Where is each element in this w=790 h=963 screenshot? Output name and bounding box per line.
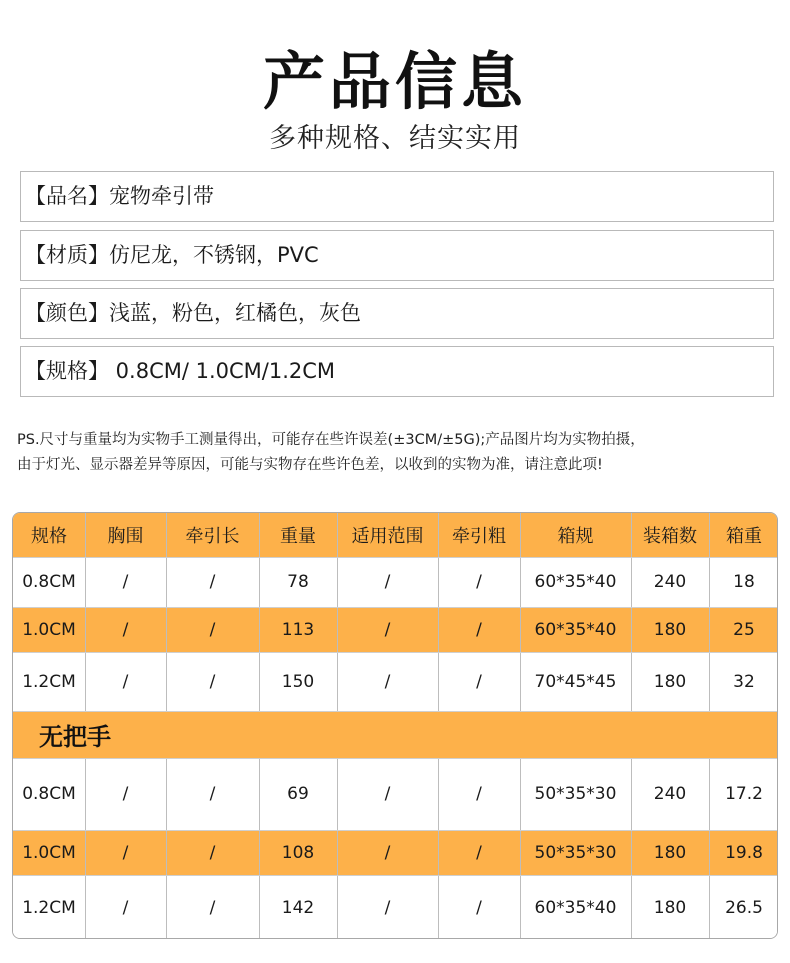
table-cell: / [476,572,482,592]
spec-table [12,512,778,939]
column-divider [438,758,439,830]
table-header-cell: 牵引粗 [452,526,506,547]
info-value: 0.8CM/ 1.0CM/1.2CM [109,359,336,383]
info-value: 宠物牵引带 [109,184,214,208]
column-divider [520,607,521,652]
row-divider [13,557,778,558]
column-divider [85,557,86,607]
column-divider [337,652,338,711]
table-cell: 1.2CM [22,897,76,918]
table-row [13,607,778,652]
table-cell: / [476,671,482,692]
table-header-cell: 装箱数 [643,526,697,547]
table-row [13,830,778,875]
column-divider [337,830,338,875]
column-divider [166,557,167,607]
info-value: 仿尼龙，不锈钢，PVC [109,243,319,267]
row-divider [13,711,778,712]
table-row [13,758,778,830]
note-line-1: PS.尺寸与重量均为实物手工测量得出，可能存在些许误差(±3CM/±5G);产品图片均为实物拍摄， [17,432,645,448]
info-box-color [20,288,774,339]
column-divider [709,830,710,875]
table-cell: / [122,842,129,863]
column-divider [709,758,710,830]
column-divider [166,758,167,830]
table-cell: 180 [653,897,687,918]
table-cell: / [384,897,391,918]
table-row [13,557,778,607]
table-cell: 113 [281,619,315,640]
table-cell: 18 [733,572,755,592]
table-cell: 70*45*45 [534,671,617,692]
table-cell: / [122,897,129,918]
column-divider [438,875,439,939]
table-section-row [13,711,778,758]
table-row [13,652,778,711]
table-row [13,875,778,939]
column-divider [85,652,86,711]
table-cell: / [384,842,391,863]
column-divider [337,875,338,939]
table-cell: / [476,897,482,918]
info-box-material [20,230,774,281]
table-cell: 50*35*30 [534,784,617,804]
column-divider [85,607,86,652]
column-divider [631,875,632,939]
column-divider [709,607,710,652]
column-divider [631,513,632,557]
column-divider [259,557,260,607]
column-divider [85,513,86,557]
info-box-name [20,171,774,222]
table-cell: 150 [281,671,315,692]
column-divider [631,607,632,652]
table-cell: 32 [733,671,755,692]
table-cell: / [209,784,216,804]
section-label: 无把手 [39,723,111,751]
page-subtitle: 多种规格、结实实用 [269,123,521,154]
page-title: 产品信息 [262,45,527,118]
table-cell: 19.8 [725,842,763,863]
table-cell: / [209,897,216,918]
column-divider [631,758,632,830]
column-divider [520,652,521,711]
column-divider [709,557,710,607]
column-divider [259,758,260,830]
table-header-cell: 适用范围 [351,526,424,547]
table-cell: / [209,671,216,692]
table-cell: 240 [653,784,687,804]
table-header-cell: 重量 [280,526,316,547]
table-cell: 50*35*30 [534,842,617,863]
table-cell: 78 [287,572,309,592]
column-divider [520,557,521,607]
table-cell: 60*35*40 [534,572,617,592]
table-cell: 180 [653,671,687,692]
column-divider [259,830,260,875]
column-divider [259,652,260,711]
column-divider [337,557,338,607]
info-tag: 【颜色】 [25,301,109,325]
column-divider [166,513,167,557]
column-divider [520,875,521,939]
table-header-cell: 胸围 [107,526,144,547]
info-tag: 【品名】 [25,184,109,208]
table-cell: / [122,784,129,804]
column-divider [259,607,260,652]
row-divider [13,652,778,653]
column-divider [337,513,338,557]
table-cell: / [384,619,391,640]
info-box-spec [20,346,774,397]
column-divider [166,830,167,875]
column-divider [85,758,86,830]
table-cell: 26.5 [725,897,763,918]
column-divider [520,758,521,830]
column-divider [709,652,710,711]
column-divider [259,875,260,939]
table-cell: 60*35*40 [534,619,617,640]
info-tag: 【规格】 [25,359,109,383]
column-divider [631,557,632,607]
table-cell: / [384,572,391,592]
table-cell: / [122,572,129,592]
table-cell: / [209,842,216,863]
table-cell: 69 [287,784,309,804]
column-divider [166,652,167,711]
table-cell: / [122,619,129,640]
table-cell: 60*35*40 [534,897,617,918]
column-divider [85,875,86,939]
row-divider [13,875,778,876]
column-divider [438,557,439,607]
table-cell: 0.8CM [22,572,76,592]
column-divider [709,513,710,557]
column-divider [259,513,260,557]
table-cell: / [476,842,482,863]
table-header-cell: 牵引长 [185,526,240,547]
table-cell: / [384,784,391,804]
row-divider [13,758,778,759]
table-header-row [13,513,778,557]
table-cell: 25 [733,619,755,640]
table-cell: 142 [281,897,315,918]
table-cell: 108 [281,842,315,863]
column-divider [631,652,632,711]
column-divider [337,607,338,652]
table-cell: / [209,619,216,640]
table-cell: 1.2CM [22,671,76,692]
column-divider [438,652,439,711]
column-divider [438,830,439,875]
column-divider [709,875,710,939]
column-divider [520,830,521,875]
info-tag: 【材质】 [25,243,109,267]
column-divider [85,830,86,875]
table-cell: 17.2 [725,784,763,804]
row-divider [13,830,778,831]
table-header-cell: 箱重 [726,526,762,547]
column-divider [166,607,167,652]
column-divider [520,513,521,557]
table-cell: 1.0CM [22,842,76,863]
info-value: 浅蓝，粉色，红橘色，灰色 [109,301,361,325]
table-cell: / [384,671,391,692]
table-cell: / [122,671,129,692]
row-divider [13,607,778,608]
column-divider [166,875,167,939]
column-divider [631,830,632,875]
column-divider [438,607,439,652]
table-cell: 0.8CM [22,784,76,804]
column-divider [438,513,439,557]
table-cell: / [476,619,482,640]
table-cell: 240 [653,572,687,592]
table-cell: 1.0CM [22,619,76,640]
table-cell: 180 [653,619,687,640]
table-cell: 180 [653,842,687,863]
table-header-cell: 规格 [31,526,67,547]
note-line-2: 由于灯光、显示器差异等原因，可能与实物存在些许色差，以收到的实物为准，请注意此项! [17,457,603,473]
table-cell: / [476,784,482,804]
table-cell: / [209,572,216,592]
column-divider [337,758,338,830]
table-header-cell: 箱规 [557,526,594,547]
